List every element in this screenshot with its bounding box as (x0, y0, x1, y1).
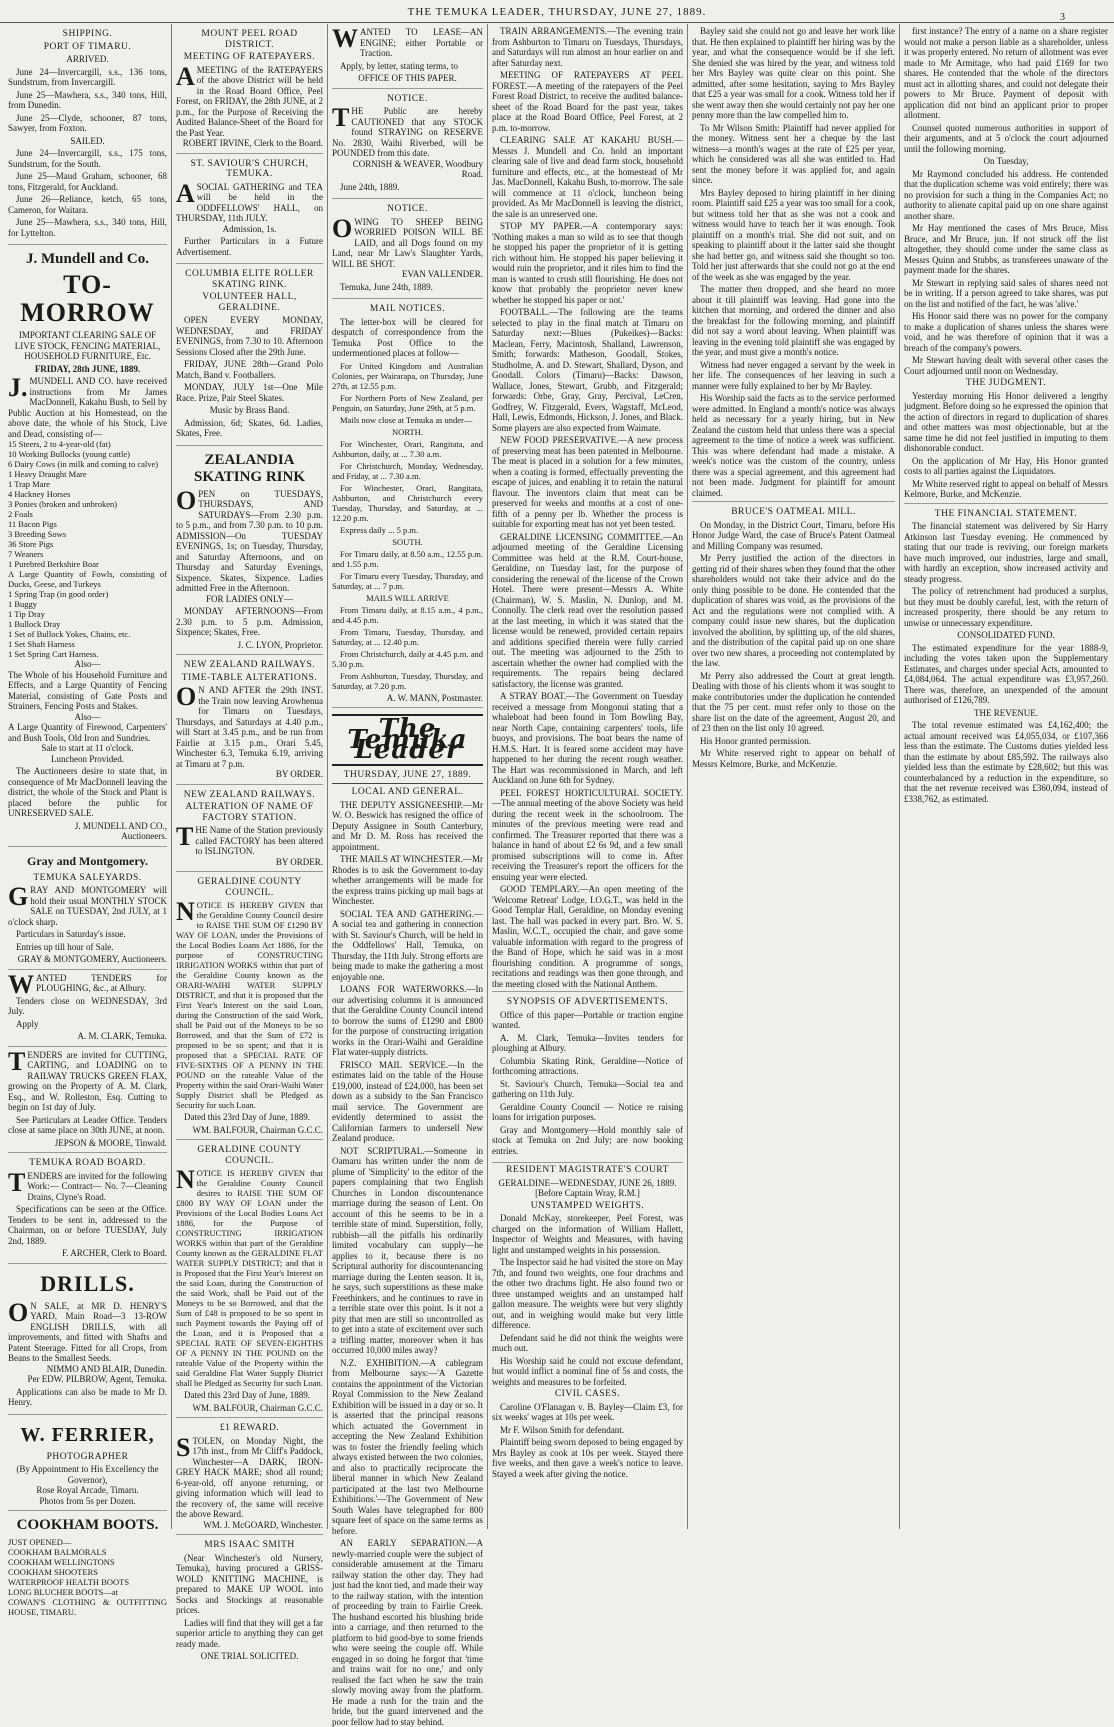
news-paragraph: CLEARING SALE AT KAKAHU BUSH.—Messrs J. Mundell and Co. hold an important clearing sale of live and dead farm stock, household furniture and effects, etc., at the homestead of Mr Jas. MacDonnell, Kakahu Bush, to-morrow. The sale will commence at 11 o'clock, luncheon being provided. As Mr MacDonnell is leaving the district, the sale is an unreserved one. (492, 135, 683, 219)
ladies-only: FOR LADIES ONLY— (205, 593, 294, 604)
wanted-apply: Apply, by letter, stating terms, to (340, 60, 459, 71)
financial-paragraph: THE REVENUE. (974, 707, 1038, 718)
nimmo-signature: NIMMO AND BLAIR, Dunedin. (46, 1363, 167, 1374)
gray-title: Gray and Montgomery. (27, 853, 148, 868)
news-paragraph: NEW FOOD PRESERVATIVE.—A new process of preserving meat has been patented in Melbourne. The meat is placed in a solution for a few minutes, when a coating is formed, effectually preventing the escape of juices, and enabling it to retain the natural flavour. The inventors claim that meat can be preserved for weeks and months at a cost of one-fifth of a penny per lb. Whether the process is suitable for exporting meat has not yet been tested. (492, 435, 683, 529)
news-paragraph: N.Z. EXHIBITION.—A cablegram from Melbourne says:—'A Gazette contains the appointment of the Victorian Royal Commission to the New Zealand Exhibition will be issued in a day or so. It is asserted that the principal reasons which actuated the Government in accepting the New Zealand Exhibition was to foster the friendly feeling which always existed between the two colonies, and also to practically reciprocate the liberal manner in which New Zealand participated at the last two Melbourne Exhibitions.'—The Government of New South Wales have telegraphed for 800 square feet of space on the same terms as before. (332, 1357, 483, 1536)
masthead (0, 0, 1114, 23)
clark-signature: A. M. CLARK, Temuka. (77, 1031, 167, 1041)
smith-note: Ladies will find that they will get a far superior article to anything they can get ready made. (176, 1617, 323, 1649)
cornish-notice (332, 89, 483, 200)
gcc-body-2: NOTICE IS HEREBY GIVEN that the Geraldine County Council desires to RAISE THE SUM OF £800 BY WAY OF LOAN under the Provisions of the Local Bodies Loans Act 1886, for the Purpose of CONSTRUCTING IRRIGATION WORKS within that part of the Geraldine County known as the GERALDINE FLAT WATER SUPPLY DISTRICT; and that it is Proposed that the First Year's Interest on the said Loan, during the Construction of the said Work, shall be Paid out of the Moneys to be so Borrowed, and that the Sum of £48 is proposed to be so spent in such Payment towards the Paying off of the Loan, and it is Proposed that a SPECIAL RATE OF SEVEN-EIGHTHS OF A PENNY IN THE POUND on the rateable Value of the Property within the said Geraldine Flat Water Supply District shall be Pledged as Security for such Loan. (176, 1165, 323, 1388)
smith-title: MRS ISAAC SMITH (204, 1540, 295, 1550)
court-continued (692, 26, 895, 498)
factory-title: ALTERATION OF NAME OF FACTORY STATION. (185, 802, 314, 823)
oatmeal-paragraph: Mr Perry also addressed the Court at great length. Dealing with those of his clients whom it was sought to make contributories under the duplication he contended that the 75 per cent. must refer only to those on the share list on the date of the agreement, August 20, and of 23 then on the list only 10 agreed. (692, 670, 895, 733)
stock-item: 2 Foals (8, 509, 33, 519)
flax-tender-advert (8, 1047, 167, 1154)
zealandia-body: OPEN on TUESDAYS, THURSDAYS, AND SATURDAYS—From 2.30 p.m. to 5 p.m., and from 7.30 p.m. to 10 p.m. ADMISSION—On TUESDAY EVENINGS, 1s; on Tuesday, Thursday, and Saturday Afternoons, and on Thursday and Saturday Evenings, Sixpence. Skates, Sixpence. Ladies admitted Free in the Afternoon. (176, 485, 323, 593)
column-5 (688, 24, 900, 1529)
financial-paragraph: CONSOLIDATED FUND. (957, 630, 1055, 640)
gcc-title: GERALDINE COUNTY COUNCIL. (197, 877, 302, 898)
notice-body: THE Public are hereby CAUTIONED that any STOCK found STRAYING on RESERVE No. 2830, Waihi Riverbed, will be POUNDED from this date. (332, 103, 483, 158)
judgment-title: THE JUDGMENT. (965, 378, 1047, 388)
court-paragraph: His Worship said the facts as to the service performed were admitted. In England a month's notice was always held as necessary for a yearly hiring, but in New Zealand the custom held that unless there was a special agreement to the time of notice a week was sufficient. This was where defendant had made a mistake. A week's notice was the custom of the country, unless there was a special agreement, and this agreement had not been made. Judgment for plaintiff for amount claimed. (692, 393, 895, 498)
stock-item: 6 Dairy Cows (in milk and coming to calve) (8, 459, 159, 469)
cookham-item: COOKHAM SHOOTERS (8, 1567, 98, 1577)
mail-body: The letter-box will be cleared for despatch of correspondence from the Temuka Post Office to the undermentioned places at follow— (332, 316, 483, 358)
mail-item: From Christchurch, daily at 4.45 p.m. and 5.30 p.m. (332, 648, 483, 669)
sale-date: FRIDAY, 28th JUNE, 1889. (34, 363, 141, 374)
also-label: Also— (74, 659, 101, 669)
mail-item: From Timaru, Tuesday, Thursday, and Saturday, at ... 12.40 p.m. (332, 626, 483, 647)
cookham-item: LONG BLUCHER BOOTS—at (8, 1587, 119, 1597)
court-paragraph: Mr F. Wilson Smith for defendant. (500, 1424, 624, 1435)
admission: Admission, 1s. (222, 223, 277, 234)
local-news-continued (492, 26, 683, 989)
news-paragraph: THE DEPUTY ASSIGNEESHIP.—Mr W. O. Beswick has resigned the office of Deputy Assignee in South Canterbury, and Mr D. M. Ross has received the appointment. (332, 799, 483, 852)
drills-body: ON SALE, at MR D. HENRY'S YARD, Main Road—3 13-ROW ENGLISH DRILLS, with all improvements, and fitted with Shafts and Patent Steerage. Fitted for all Crops, from Beans to the Smallest Seeds. (8, 1297, 167, 1363)
rm-court-date: GERALDINE—WEDNESDAY, JUNE 26, 1889. (498, 1177, 677, 1188)
stock-item: 1 Bullock Dray (8, 619, 61, 629)
plough-tender: WANTED TENDERS for PLOUGHING, &c., at Albury. (8, 969, 167, 999)
oatmeal-paragraph: Mr White reserved right to appear on behalf of Messrs Kelmore, Burke, and McKenzie. (692, 748, 895, 769)
mail-item: For Winchester, Orari, Rangitata, and Ashburton, daily, at ... 7.30 a.m. (332, 438, 483, 459)
wanted-office: OFFICE OF THIS PAPER. (358, 73, 457, 83)
page-number: 3 (1060, 12, 1066, 23)
rm-court-before: [Before Captain Wray, R.M.] (535, 1188, 640, 1198)
mount-peel-body: AMEETING of the RATEPAYERS of the above District will be held in the Road Board Office, Peel Forest, on FRIDAY, the 28th JUNE, at 2 p.m., for the Purpose of Receiving the Audited Balance-Sheet of the Board for the Past Year. (176, 61, 323, 138)
oatmeal-mill (692, 501, 895, 769)
stock-item: 1 Purebred Berkshire Boar (8, 559, 99, 569)
synopsis-item: Gray and Montgomery—Hold monthly sale of stock at Temuka on 2nd July; are now booking entries. (492, 1124, 683, 1156)
mail-item: SOUTH. (392, 536, 423, 547)
court-paragraph: His Worship said he could not excuse defendant, but would inflict a nominal fine of 5s and costs, the weights and measures to be forfeited. (492, 1355, 683, 1387)
mail-item: For United Kingdom and Australian Colonies, per Wairarapa, on Thursday, June 27th, at 12.55 p.m. (332, 360, 483, 391)
gray-note: Particulars in Saturday's issue. (16, 929, 126, 939)
by-order-2: BY ORDER. (275, 856, 323, 867)
financial-title: THE FINANCIAL STATEMENT. (934, 508, 1078, 519)
masthead-title: THE TEMUKA LEADER, THURSDAY, JUNE 27, 1889. (407, 6, 707, 18)
oatmeal-paragraph: His Honor said there was no power for the company to make a duplication of shares unless the shares were void, and he was therefore of opinion that it was a breach of the company's powers. (904, 311, 1108, 353)
lyon-signature: J. C. LYON, Proprietor. (237, 639, 323, 650)
vallender-signature: EVAN VALLENDER. (401, 269, 483, 279)
sailing-entry: June 25—Mawhera, s.s., 340 tons, Hill, for Lyttelton. (8, 217, 167, 238)
mundell-title: J. Mundell and Co. (26, 251, 149, 267)
sailing-entry: June 26—Reliance, ketch, 65 tons, Cameron, for Waitara. (8, 194, 167, 215)
st-saviour-advert (176, 154, 323, 265)
zealandia-advert (176, 446, 323, 656)
court-paragraph: Plaintiff being sworn deposed to being engaged by Mrs Bayley as cook at 10s per week. Stayed there five weeks, and then gave a week's notice to leave. Stayed a week after giving the notice. (492, 1437, 683, 1479)
news-paragraph: NOT SCRIPTURAL.—Someone in Oamaru has written under the nom de plume of 'Simplicity' to the editor of the papers complaining that two English Churches in London discountenance marriage during the season of Lent. On account of this he seems to be in a terrible state of mind. Superstition, folly, rubbish—all the pitfalls his ordinarily limited vocabulary can supply—he applies to it, because there is no Scriptural authority for discountenancing marriage during the Lenten season. It is, he says, such superstitions as these make Freethinkers, and he continues to rave in a terrible state over this point. Is it not a pity that men are still so uncontrolled as to get into a state of excitement over such a trifling matter, moreover when it has occurred 10,000 miles away? (332, 1145, 483, 1355)
volunteer-hall: VOLUNTEER HALL, GERALDINE. (202, 292, 297, 313)
financial-statement (904, 503, 1108, 805)
shipping-title: SHIPPING. (62, 29, 113, 39)
synopsis-title: SYNOPSIS OF ADVERTISEMENTS. (506, 997, 669, 1007)
oatmeal-title: BRUCE'S OATMEAL MILL. (731, 507, 856, 517)
gcc-date-2: Dated this 23rd Day of June, 1889. (184, 1390, 310, 1400)
stock-item: 1 Buggy (8, 599, 38, 609)
mail-notices (332, 299, 483, 708)
mundell-signature-role: Auctioneers. (121, 831, 167, 841)
mann-signature: A. W. MANN, Postmaster. (386, 692, 483, 703)
stock-item: 4 Hackney Horses (8, 489, 71, 499)
gcc-body: NOTICE IS HEREBY GIVEN that the Geraldine County Council desire to RAISE THE SUM OF £1290 BY WAY OF LOAN, under the Provisions of the Local Bodies Loans Act 1886, for the purpose of CONSTRUCTING IRRIGATION WORKS within that part of the Geraldine County known as the ORARI-WAIHI WATER SUPPLY DISTRICT, and that it is proposed that the First Year's Interest on the said Loan, during the Construction of the said Work, shall be Paid out of the Moneys to be so Borrowed, and that the Sum of £72 is proposed to be so spent; and that it is proposed that a SPECIAL RATE OF FIVE-SIXTHS OF A PENNY IN THE POUND on the rateable Value of the Property within the said Orari-Waihi Water Supply District shall be Pledged as Security for such Loan. (176, 897, 323, 1110)
columbia-advert (176, 264, 323, 446)
gray-signature: GRAY & MONTGOMERY, Auctioneers. (17, 954, 167, 964)
arrived-title: ARRIVED. (66, 54, 109, 64)
cookham-item: WATERPROOF HEALTH BOOTS (8, 1577, 130, 1587)
stock-item: 10 Working Bullocks (young cattle) (8, 449, 130, 459)
unstamped-title: UNSTAMPED WEIGHTS. (530, 1200, 645, 1211)
news-paragraph: FRISCO MAIL SERVICE.—In the estimates laid on the table of the House £19,000, instead of £24,000, has been set down as a subsidy to the San Francisco mail service. The Government are evidently determined to assist the Californian farmers to undersell New Zealand produce. (332, 1059, 483, 1143)
cookham-item: COOKHAM WELLINGTONS (8, 1557, 115, 1567)
sailed-title: SAILED. (70, 135, 105, 146)
ferrier-appointment: (By Appointment to His Excellency the Governor), (16, 1464, 159, 1485)
timetable-title: TIME-TABLE ALTERATIONS. (181, 672, 318, 683)
judgment-paragraph: On the application of Mr Hay, His Honor granted costs to all parties against the Liquidators. (904, 455, 1108, 476)
gray-entries: Entries up till hour of Sale. (16, 941, 114, 952)
pilbrow-signature: Per EDW. PILBROW, Agent, Temuka. (27, 1374, 167, 1384)
mail-title: MAIL NOTICES. (369, 304, 446, 314)
court-paragraph: Mrs Bayley deposed to hiring plaintiff in her dining room. Plaintiff said £25 a year was too small for a cook, but witness told her that as she was not a cook and witness would have to teach her it was enough. Took plaintiff on a month's trial. She did not suit, and on speaking to plaintiff about it the latter said she thought she had better go, and witness said she thought so too. Told her just afterwards that she could not go at the end of the week as she was engaged by the year. (692, 187, 895, 282)
photographer-label: PHOTOGRAPHER (46, 1451, 129, 1462)
mail-item: Express daily ... 5 p.m. (340, 524, 419, 535)
mail-item: For Christchurch, Monday, Wednesday, and Friday, at ... 7.30 a.m. (332, 460, 483, 481)
road-board-title: TEMUKA ROAD BOARD. (29, 1158, 146, 1168)
synopsis (492, 991, 683, 1163)
news-paragraph: MEETING OF RATEPAYERS AT PEEL FOREST.—A meeting of the ratepayers of the Peel Forest Road District, to receive the audited balance-sheet of the Road Board for the past year, takes place at the Road Board Office, Peel Forest, at 2 p.m. to-morrow. (492, 70, 683, 133)
plough-apply: Apply (16, 1018, 39, 1029)
by-order: BY ORDER. (275, 769, 323, 779)
columbia-title: COLUMBIA ELITE ROLLER SKATING RINK. (185, 269, 314, 290)
columbia-body: OPEN EVERY MONDAY, WEDNESDAY, and FRIDAY EVENINGS, from 7.30 to 10. Afternoon Sessions Closed after the 29th June. (176, 315, 323, 357)
columbia-friday: FRIDAY, JUNE 28th—Grand Polo Match, Band v. Footballers. (176, 359, 323, 380)
stock-item: 11 Bacon Pigs (8, 519, 57, 529)
zealandia-title: ZEALANDIA SKATING RINK (194, 451, 305, 485)
mail-item: For Northern Ports of New Zealand, per Penguin, on Saturday, June 29th, at 5 p.m. (332, 392, 483, 413)
news-paragraph: A STRAY BOAT.—The Government on Tuesday received a message from Mongonui stating that a whaleboat had been found in Tom Bowling Bay, near North Cape, containing carpenters' tools, life buoys, and provisions. The boat bears the name of H.M.S. Hart. It is feared some accident may have happened to her during the recent rough weather. The Hart was recommissioned in March, and left Auckland on June 6th for Sydney. (492, 691, 683, 785)
mail-item: NORTH. (392, 426, 423, 437)
railway-timetable-advert (176, 655, 323, 785)
plough-tender-advert (8, 970, 167, 1047)
cookham-item: JUST OPENED— (8, 1537, 72, 1547)
balfour-signature-2: WM. BALFOUR, Chairman G.C.C. (192, 1402, 323, 1413)
stock-item: 1 Set Shaft Harness (8, 639, 75, 649)
mail-item: For Winchester, Orari, Rangitata, Ashburton, and Christchurch every Tuesday, Thursday, and Saturday, at ... 12.20 p.m. (332, 482, 483, 523)
synopsis-item: A. M. Clark, Temuka—Invites tenders for ploughing at Albury. (492, 1032, 683, 1053)
vallender-date: Temuka, June 24th, 1889. (340, 281, 433, 292)
oatmeal-paragraph: Mr Perry justified the action of the directors in getting rid of their shares when they found that the other shareholders would not take their advice and do the only thing possible to be done. He contended that the duplication of shares was void, as the provisions of the Act and the regulations were not complied with. A company could issue new shares, but the duplication involved the abolition, by splitting up, of the old shares, and the distribution of the capital paid up on one share over two new shares, a proceeding not contemplated by the law. (692, 553, 895, 668)
wanted-body: WANTED TO LEASE—AN ENGINE; either Portable or Traction. (332, 24, 483, 58)
local-news (332, 787, 483, 1727)
mcgoard-signature: WM. J. McGOARD, Winchester. (203, 1519, 323, 1530)
auctioneers-note: The Auctioneers desire to state that, in consequence of Mr MacDonnell leaving the district, the whole of the Stock and Plant is placed before the public for UNRESERVED SALE. (8, 766, 167, 818)
also-label: Also— (74, 711, 101, 722)
smith-body: (Near Winchester's old Nursery, Temuka), having procured a GRISS-WOLD KNITTING MACHINE, is prepared to MAKE UP WOOL into Socks and Stockings at reasonable prices. (176, 1552, 323, 1615)
gray-advert (8, 847, 167, 970)
court-paragraph: Donald McKay, storekeeper, Peel Forest, was charged on the information of William Hallett, Inspector of Weights and Measures, with having light and unstamped weights in his possession. (492, 1213, 683, 1255)
column-3 (328, 24, 488, 1727)
ferrier-title: W. FERRIER, (20, 1423, 155, 1446)
cookham-list (8, 1537, 167, 1617)
road-board-advert (8, 1153, 167, 1264)
news-paragraph: GERALDINE LICENSING COMMITTEE.—An adjourned meeting of the Geraldine Licensing Committee was held at the R.M. Court-house, Geraldine, on Tuesday last, for the purpose of considering the renewal of the license of the Crown Hotel. There were present—Messrs A. White (Chairman), W. S. Maslin, N. Dunlop, and M. Connolly. The clerk read over the resolution passed at the last meeting, in which it was stated that the license would be renewed, provided certain repairs and additions specified therein were fully carried out. The meeting was adjourned to the 25th to ascertain whether the owner had complied with the requirements. The repairs being declared satisfactory, the license was granted. (492, 531, 683, 689)
news-paragraph: SOCIAL TEA AND GATHERING.—A social tea and gathering in connection with St. Saviour's Church, will be held in the Oddfellows' Hall, Temuka, on Thursday, the 11th July. Strong efforts are being made to make the gathering a most enjoyable one. (332, 908, 483, 982)
factory-body: THE Name of the Station previously called FACTORY has been altered to ISLINGTON. (176, 822, 323, 856)
road-board-spec: Specifications can be seen at the Office. Tenders to be sent in, addressed to the Chairman, on or before TUESDAY, July 2nd, 1889. (8, 1204, 167, 1246)
social-note: Further Particulars in a Future Advertisement. (176, 236, 323, 257)
mount-peel-title: MOUNT PEEL ROAD DISTRICT. (201, 29, 298, 50)
oatmeal-paragraph: Mr Raymond concluded his address. He contended that the duplication scheme was void entirely; there was no provision for such a thing in the Companies Act; no authority to alienate capital paid up on one share against another share. (904, 168, 1108, 221)
plough-close: Tenders close on WEDNESDAY, 3rd July. (8, 995, 167, 1016)
notice-body-2: OWING TO SHEEP BEING WORRIED POISON WILL BE LAID, and all Dogs found on my Land, near Mr Law's Slaughter Yards, WILL BE SHOT. (332, 213, 483, 269)
court-paragraph: Defendant said he did not think the weights were much out. (492, 1332, 683, 1353)
archer-signature: F. ARCHER, Clerk to Board. (61, 1248, 167, 1258)
oatmeal-paragraph: Mr Hay mentioned the cases of Mrs Bruce, Miss Bruce, and Mr Bruce, jun. If not struck off the list altogether, they should come under the same class as Messrs Quinn and Stubbs, as transferees unaware of the payment made for the shares. (904, 223, 1108, 275)
stock-item: 36 Store Pigs (8, 539, 54, 549)
news-paragraph: PEEL FOREST HORTICULTURAL SOCIETY.—The annual meeting of the above Society was held during the recent week in the schoolroom. The minutes of the previous meeting were read and confirmed. The Treasurer reported that there was a balance in hand of about £2 6s 9d, and a few small promised subscriptions will to come in. After receiving the Treasurer's report the officers for the ensuing year were elected. (492, 787, 683, 882)
column-4 (488, 24, 688, 1529)
drills-advert (8, 1264, 167, 1415)
column-1 (4, 24, 172, 1617)
reward-title: £1 REWARD. (219, 1423, 280, 1433)
notice-title-2: NOTICE. (387, 204, 428, 214)
port-title: PORT OF TIMARU. (43, 41, 132, 52)
st-saviour-title: ST. SAVIOUR'S CHURCH, TEMUKA. (190, 158, 309, 179)
flax-tender: TENDERS are invited for CUTTING, CARTING, and LOADING on to RAILWAY TRUCKS GREEN FLAX, growing on the Property of A. M. Clark, Esq., and W. Rolleston, Esq. Cutting to begin on 1st day of July. (8, 1046, 167, 1112)
mail-item: From Timaru daily, at 8.15 a.m., 4 p.m., and 4.45 p.m. (332, 604, 483, 625)
oatmeal-paragraph: On Tuesday, (983, 156, 1029, 166)
stock-item: 15 Steers, 2 to 4-year-old (fat) (8, 439, 111, 449)
also-body: The Whole of his Household Furniture and Effects, and a Large Quantity of Fencing Material, consisting of Gate Posts and Strainers, Fencing Posts and Stakes. (8, 669, 167, 711)
drills-title: DRILLS. (40, 1270, 135, 1296)
cookham-item: COOKHAM BALMORALS (8, 1547, 107, 1557)
column-2 (172, 24, 328, 1661)
news-paragraph: FOOTBALL.—The following are the teams selected to play in the final match at Timaru on Saturday next:—Blues (Pukeikes)—Backs: Maclean, Ferry, Macintosh, Shalland, Lawrenson, Smith; forwards: Matheson, Goodall, Stokes, Studholme, A. and D. Stewart, Shallard, Dyson, and Goodall. Colors (Timaru)—Backs: Dawson, Wallace, Jones, Stewart, Grubb, and Fitzgerald; forwards: Orbe, Gray, Gray, Percival, LeCren, Godfrey, W. Fitzgerald, Evers, Wagstaff, McLeod, Hall, Lewis, Edmonds, Hickson, J. Jones, and Black. Some players are also expected from Waimate. (492, 307, 683, 433)
smith-advert (176, 1535, 323, 1666)
vallender-notice (332, 199, 483, 299)
stock-item: 1 Tip Dray (8, 609, 45, 619)
gcc-notice-1 (176, 872, 323, 1140)
mail-item: For Timaru every Tuesday, Thursday, and Saturday, at ... 7 p.m. (332, 570, 483, 591)
court-paragraph: To Mr Wilson Smith: Plaintiff had never applied for the money. Witness sent her a cheque by the last witness—a month's wages at the rate of £25 per year, which he considered was all she was entitled to. Had sent the money before it was applied for, and again since. (692, 122, 895, 185)
columbia-admission: Admission, 6d; Skates, 6d. Ladies, Skates, Free. (176, 417, 323, 438)
one-trial: ONE TRIAL SOLICITED. (200, 1651, 299, 1661)
stock-list (8, 439, 167, 659)
railway-station-advert (176, 785, 323, 873)
cookham-item: COWAN'S CLOTHING & OUTFITTING HOUSE, TIMARU. (8, 1597, 167, 1617)
drills-apply: Applications can also be made to Mr D. Henry. (8, 1386, 167, 1407)
rm-court (492, 1165, 683, 1479)
civil-title: CIVIL CASES. (554, 1389, 621, 1399)
financial-paragraph: The estimated expenditure for the year 1888-9, including the votes taken upon the Supplementary Estimates, and charges under special Acts, amounted to £4,084,064. The actual expenditure was £3,957,260. There was, therefore, an unexpended of the amount authorised of £126,789. (904, 642, 1108, 705)
news-paragraph: STOP MY PAPER.—A contemporary says: 'Nothing makes a man so wild as to see that though he stopped his paper the proprietor of it is getting rich without him. He stopped his paper believing it would ruin the proprietor, and it riles him to find the man is wanted to crush still flourishing. He does not know that probably the proprietor never knew whether he stopped his paper or not.' (492, 221, 683, 305)
stock-item: 1 Set of Bullock Yokes, Chains, etc. (8, 629, 131, 639)
columbia-band: Music by Brass Band. (209, 405, 290, 415)
sailing-entry: June 24—Invercargill, s.s., 175 tons, Sundstrum, for the South. (8, 148, 167, 169)
road-board-body: TENDERS are invited for the following Work:— Contract— No. 7—Cleaning Drains, Clyne's Road. (8, 1167, 167, 1202)
court-paragraph: Bayley said she could not go and leave her work like that. He then explained to plaintiff her hiring was by the year, and what the consequence would be if she left. She denied she was hired by the year, and witness told her Mrs Bayley was quite clear on this point. She admitted, after some hesitation, saying to Mrs Bayley that £25 a year was small for a cook. Witness told her if she went away then she would certainly not pay her one penny more than the law compelled him to. (692, 26, 895, 120)
mail-item: From Ashburton, Tuesday, Thursday, and Saturday, at 7.20 p.m. (332, 670, 483, 691)
stock-item: 3 Ponies (broken and unbroken) (8, 499, 118, 509)
oatmeal-paragraph: Counsel quoted numerous authorities in support of their arguments, and at 5 o'clock the court adjourned until the following morning. (904, 122, 1108, 154)
ferrier-address: Rose Royal Arcade, Timaru. (36, 1485, 139, 1495)
jepson-signature: JEPSON & MOORE, Tinwald. (54, 1137, 167, 1148)
cornish-signature: CORNISH & WEAVER, Woodbury Road. (352, 158, 483, 179)
mail-item: Mails now close at Temuka as under— (340, 414, 473, 425)
financial-paragraph: The total revenue estimated was £4,162,400; the actual amount received was £4,055,034, or £107,366 less than the estimate. The Customs duties yielded less than the estimate by about £85,592. The railways also yielded less than the estimate by £28,602; but this was counterbalanced by a reduction in the expenditure, so that the net revenue received was £360,094, instead of £338,762, as estimated. (904, 720, 1108, 804)
social-body: ASOCIAL GATHERING and TEA will be held in the ODDFELLOWS' HALL, on THURSDAY, 11th JULY. (176, 178, 323, 223)
stock-item: 3 Breeding Sows (8, 529, 67, 539)
mundell-body: J.MUNDELL AND CO. have received instructions from Mr James MacDonnell, Kakahu Bush, to Sell by Public Auction at his Homestead, on the above date, the whole of his Stock, Live and Dead, consisting of— (8, 373, 167, 439)
arrival-entry: June 24—Invercargill, s.s., 136 tons, Sundstrum, from Invercargill. (8, 66, 167, 87)
railway-title-2: NEW ZEALAND RAILWAYS. (183, 789, 316, 800)
column-6 (900, 24, 1112, 1529)
columns (4, 24, 1112, 1727)
newspaper-logo: The Temuka Leader (332, 714, 483, 766)
stock-item: 7 Weaners (8, 549, 44, 559)
notice-date: June 24th, 1889. (340, 181, 400, 192)
cookham-advert (8, 1511, 167, 1621)
stock-item: 1 Heavy Draught Mare (8, 469, 87, 479)
oatmeal-paragraph: Mr Stewart in replying said sales of shares need not be in writing. If a person agreed to take shares, was put on the list and notified of the fact, he was 'alive.' (904, 277, 1108, 309)
judgment (904, 378, 1108, 500)
flax-note: See Particulars at Leader Office. Tenders close at same place on 30th JUNE, at noon. (8, 1114, 167, 1135)
gcc-notice-2 (176, 1140, 323, 1418)
ferrier-advert (8, 1415, 167, 1512)
financial-paragraph: The policy of retrenchment had produced a surplus, but they must be doubly careful, lest, with the return of increased prosperity, there should be any return to unwise or unnecessary expenditure. (904, 586, 1108, 628)
mail-item: For Timaru daily, at 8.50 a.m., 12.55 p.m. and 1.55 p.m. (332, 548, 483, 569)
arrival-entry: June 25—Clyde, schooner, 87 tons, Sawyer, from Foxton. (8, 112, 167, 133)
oatmeal-paragraph: On Monday, in the District Court, Timaru, before His Honor Judge Ward, the case of Bruce's Patent Oatmeal and Milling Company was resumed. (692, 519, 895, 551)
columbia-monday: MONDAY, JULY 1st—One Mile Race. Prize, Pair Steel Skates. (176, 382, 323, 403)
sailing-entry: June 25—Maud Graham, schooner, 68 tons, Fitzgerald, for Auckland. (8, 171, 167, 192)
mail-list (332, 361, 483, 691)
oatmeal-paragraph: Mr Stewart having dealt with several other cases the Court adjourned until noon on Wednesday. (904, 355, 1108, 376)
stock-item: A Large Quantity of Fowls, consisting of Ducks, Geese, and Turkeys (8, 569, 167, 589)
sale-time: Sale to start at 11 o'clock. (41, 743, 134, 753)
financial-paragraph: The financial statement was delivered by Sir Harry Atkinson last Tuesday evening. He commenced by stating that our trade is reviving, our foreign markets have much improved, our industries, large and small, with hardly an exception, show increased activity and steady progress. (904, 521, 1108, 584)
stock-item: 1 Spring Trap (in good order) (8, 589, 109, 599)
clearing-sale: IMPORTANT CLEARING SALE OF LIVE STOCK, FENCING MATERIAL, HOUSEHOLD FURNITURE, Etc. (14, 330, 161, 361)
gcc-title-2: GERALDINE COUNTY COUNCIL. (197, 1145, 302, 1166)
tomorrow-heading: TO-MORROW (20, 270, 155, 327)
irvine-signature: ROBERT IRVINE, Clerk to the Board. (182, 138, 323, 148)
judgment-paragraph: Yesterday morning His Honor delivered a lengthy judgment. Before doing so he expressed the opinion that the action of directors in regard to duplication of shares and other matters was most objectionable, but at the same time he did not feel justified in imputing to them dishonorable conduct. (904, 390, 1108, 453)
reward-body: STOLEN, on Monday Night, the 17th inst., from Mr Cliff's Paddock, Winchester—A DARK, IRON-GREY HACK MARE; shod all round; 6-year-old, off anyone returning, or giving information which will lead to the recovery of, the same will receive the above Reward. (176, 1432, 323, 1519)
dateline: THURSDAY, JUNE 27, 1889. (332, 770, 483, 785)
saleyards-title: TEMUKA SALEYARDS. (33, 872, 142, 883)
ratepayers-title: MEETING OF RATEPAYERS. (183, 52, 316, 62)
judgment-paragraph: Mr White reserved right to appeal on behalf of Messrs Kelmore, Burke, and McKenzie. (904, 478, 1108, 499)
news-paragraph: AN EARLY SEPARATION.—A newly-married couple were the subject of considerable amusement at the Timaru railway station the other day. They had just had the knot tied, and made their way to the railway station, with the intention of proceeding by train to Fairlie Creek. The husband escorted his blushing bride into a carriage, and then returned to the platform to bid good-bye to some friends who were seeing the couple off. While engaged in so doing he forgot that 'time and trains wait for no one,' and only realised the fact when he saw the train slowly moving away from the platform. He made a rush for the train and the bride, but the guard intervened and the poor fellow had to stay behind. (332, 1538, 483, 1727)
ferrier-price: Photos from 5s per Dozen. (39, 1495, 136, 1506)
luncheon: Luncheon Provided. (51, 753, 124, 764)
wanted-advert (332, 24, 483, 89)
gcc-date: Dated this 23rd Day of June, 1889. (184, 1112, 310, 1122)
railway-body: ON AND AFTER the 29th INST. the Train now leaving Arowhenua for Timaru on Tuesdays, Thursdays, and Saturdays at 4.40 p.m., will Start at 3.45 p.m., and be run from Fairlie at 3.15 p.m., Orari 5.45, Winchester 6.3, Temuka 6.19, arriving at Timaru at 7 p.m. (176, 682, 323, 769)
local-title: LOCAL AND GENERAL. (351, 787, 464, 797)
news-paragraph: THE MAILS AT WINCHESTER.—Mr Rhodes is to ask the Government to-day whether arrangements will be made for the express trains picking up mail bags at Winchester. (332, 854, 483, 906)
railway-title: NEW ZEALAND RAILWAYS. (183, 660, 316, 670)
stock-item: 1 Set Spring Cart Harness. (8, 649, 99, 659)
mundell-advert (8, 245, 167, 847)
reward-advert (176, 1418, 323, 1535)
synopsis-item: Office of this paper—Portable or traction engine wanted. (492, 1009, 683, 1030)
oatmeal-paragraph: first instance? The entry of a name on a share register would not make a person liable as a shareholder, unless it was properly entered. No return of allotment was ever made to Mr Armitage, who had paid £169 for two shares. He contended that the whole of the directors must act in allotting shares, and could not delegate their powers to Mr Bruce. Payment of deposit with application did not bind an applicant prior to proper allotment. (904, 26, 1108, 120)
balfour-signature: WM. BALFOUR, Chairman G.C.C. (192, 1124, 323, 1135)
news-paragraph: LOANS FOR WATERWORKS.—In our advertising columns it is announced that the Geraldine County Council intend to borrow the sums of £1290 and £800 for the purpose of constructing irrigation works in the Orari-Waihi and Geraldine Flat water-supply districts. (332, 984, 483, 1057)
synopsis-item: St. Saviour's Church, Temuka—Social tea and gathering on 11th July. (492, 1078, 683, 1099)
news-paragraph: TRAIN ARRANGEMENTS.—The evening train from Ashburton to Timaru on Tuesdays, Thursdays, and Saturdays will run almost an hour earlier on and after Saturday next. (492, 26, 683, 68)
mail-item: MAILS WILL ARRIVE (366, 592, 449, 603)
shipping-section (8, 24, 167, 245)
arrival-entry: June 25—Mawhera, s.s., 340 tons, Hill, from Dunedin. (8, 89, 167, 110)
mount-peel-advert (176, 24, 323, 154)
stock-item: 1 Trap Mare (8, 479, 51, 489)
oatmeal-continued (904, 26, 1108, 376)
also-body: A Large Quantity of Firewood, Carpenters' and Bush Tools, Old Iron and Sundries. (8, 722, 167, 743)
court-paragraph: Caroline O'Flanagan v. B. Bayley—Claim £3, for six weeks' wages at 10s per week. (492, 1401, 683, 1422)
court-paragraph: Witness had never engaged a servant by the week in her life. The consequences of her leaving in such a manner were fully explained to her by Mr Bayley. (692, 359, 895, 391)
synopsis-item: Geraldine County Council — Notice re raising loans for irrigation purposes. (492, 1101, 683, 1122)
cookham-title: COOKHAM BOOTS. (16, 1517, 159, 1533)
mundell-signature: J. MUNDELL AND CO., (74, 820, 167, 831)
gray-body: GRAY AND MONTGOMERY will hold their usual MONTHLY STOCK SALE on TUESDAY, 2nd JULY, at 1 o'clock sharp. (8, 882, 167, 927)
rm-court-title: RESIDENT MAGISTRATE'S COURT (506, 1165, 669, 1175)
notice-title: NOTICE. (387, 93, 428, 104)
synopsis-item: Columbia Skating Rink, Geraldine—Notice of forthcoming attractions. (492, 1055, 683, 1076)
court-paragraph: The matter then dropped, and she heard no more about it till plaintiff was leaving. Had gone into the kitchen that morning, and ordered the dinner and also the breakfast for the following morning, and plaintiff did not say a word about leaving. When plaintiff was leaving in the evening told plaintiff she was engaged by the year, and must give a month's notice. (692, 284, 895, 357)
court-paragraph: The Inspector said he had visited the store on May 7th, and found two weights, one four drachms and the other two drachms light. He also found two or three unstamped weights and an unstamped half gallon measure. The weights were but very slightly out, and in weighing would make but very little difference. (492, 1257, 683, 1330)
news-paragraph: GOOD TEMPLARY.—An open meeting of the 'Welcome Retreat' Lodge, I.O.G.T., was held in the Good Templar Hall, Geraldine, on Monday evening last. The hall was packed in every part. Bro. W. S. Maslin, W.C.T., occupied the chair, and gave some valuable information with regard to the progress of the Band of Hope, which he said was in a most flourishing condition. A programme of songs, recitations and readings was then gone through, and the meeting closed with the National Anthem. (492, 884, 683, 989)
ladies-body: MONDAY AFTERNOONS—From 2.30 p.m. to 5 p.m. Admission, Sixpence; Skates, Free. (176, 606, 323, 637)
oatmeal-paragraph: His Honor granted permission. (700, 735, 811, 746)
